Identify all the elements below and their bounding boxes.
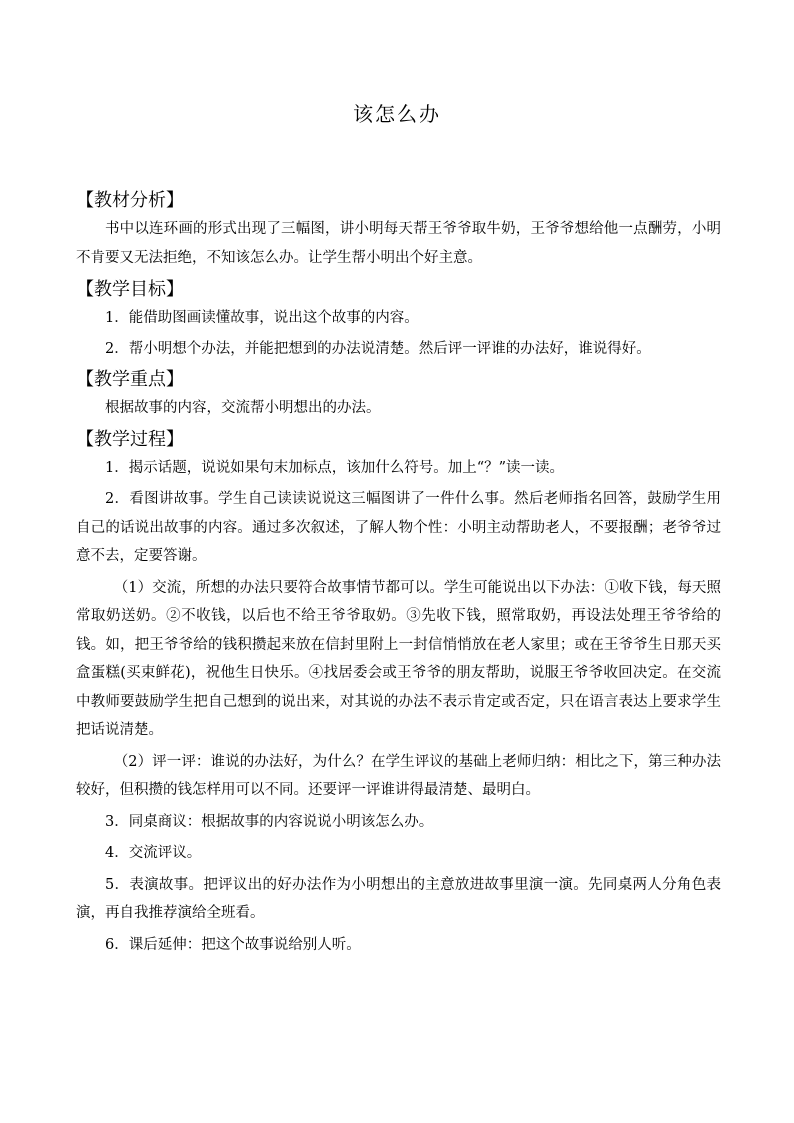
paragraph: 书中以连环画的形式出现了三幅图，讲小明每天帮王爷爷取牛奶，王爷爷想给他一点酬劳，小明不肯要又无法拒绝，不知该怎么办。让学生帮小明出个好主意。 [76, 221, 721, 266]
paragraph: （1）交流，所想的办法只要符合故事情节都可以。学生可能说出以下办法：①收下钱，每天照常取奶送奶。②不收钱，以后也不给王爷爷取奶。③先收下钱，照常取奶，再设法处理王爷爷给的钱。如，把王爷爷给的钱积攒起来放在信封里附上一封信悄悄放在老人家里；或在王爷爷生日那天买盒蛋糕(买束鲜花)，祝他生日快乐。④找居委会或王爷爷的朋友帮助，说服王爷爷收回决定。在交流中教师要鼓励学生把自己想到的说出来，对其说的办法不表示肯定或否定，只在语言表达上要求学生把话说清楚。 [76, 579, 721, 738]
section-teaching-focus [76, 365, 721, 423]
section-heading: 【教学过程】 [76, 428, 184, 450]
document-title: 该怎么办 [353, 102, 441, 126]
section-heading: 【教学重点】 [76, 369, 184, 390]
section-heading: 【教材分析】 [76, 190, 184, 211]
section-teaching-process [76, 425, 721, 960]
paragraph: 4．交流评议。 [105, 845, 202, 861]
document-body [76, 186, 721, 962]
paragraph: 5．表演故事。把评议出的好办法作为小明想出的主意放进故事里演一演。先同桌两人分角色表演，再自我推荐演给全班看。 [76, 876, 721, 921]
paragraph: 2．帮小明想个办法，并能把想到的办法说清楚。然后评一评谁的办法好，谁说得好。 [105, 340, 651, 357]
section-material-analysis [76, 186, 721, 272]
paragraph: （2）评一评：谁说的办法好，为什么？在学生评议的基础上老师归纳：相比之下，第三种办法较好，但积攒的钱怎样用可以不同。还要评一评谁讲得最清楚、最明白。 [76, 753, 721, 798]
section-heading: 【教学目标】 [76, 279, 184, 300]
paragraph: 根据故事的内容，交流帮小明想出的办法。 [105, 400, 381, 416]
paragraph: 3．同桌商议：根据故事的内容说说小明该怎么办。 [105, 813, 434, 830]
paragraph: 1．能借助图画读懂故事，说出这个故事的内容。 [105, 310, 419, 326]
paragraph: 6．课后延伸：把这个故事说给别人听。 [105, 936, 361, 953]
paragraph: 2．看图讲故事。学生自己读读说说这三幅图讲了一件什么事。然后老师指名回答，鼓励学生用自己的话说出故事的内容。通过多次叙述，了解人物个性：小明主动帮助老人，不要报酬；老爷爷过意不去，定要答谢。 [76, 491, 721, 564]
paragraph: 1．揭示话题，说说如果句末加标点，该加什么符号。加上“？”读一读。 [105, 459, 565, 476]
section-teaching-goals [76, 275, 721, 363]
